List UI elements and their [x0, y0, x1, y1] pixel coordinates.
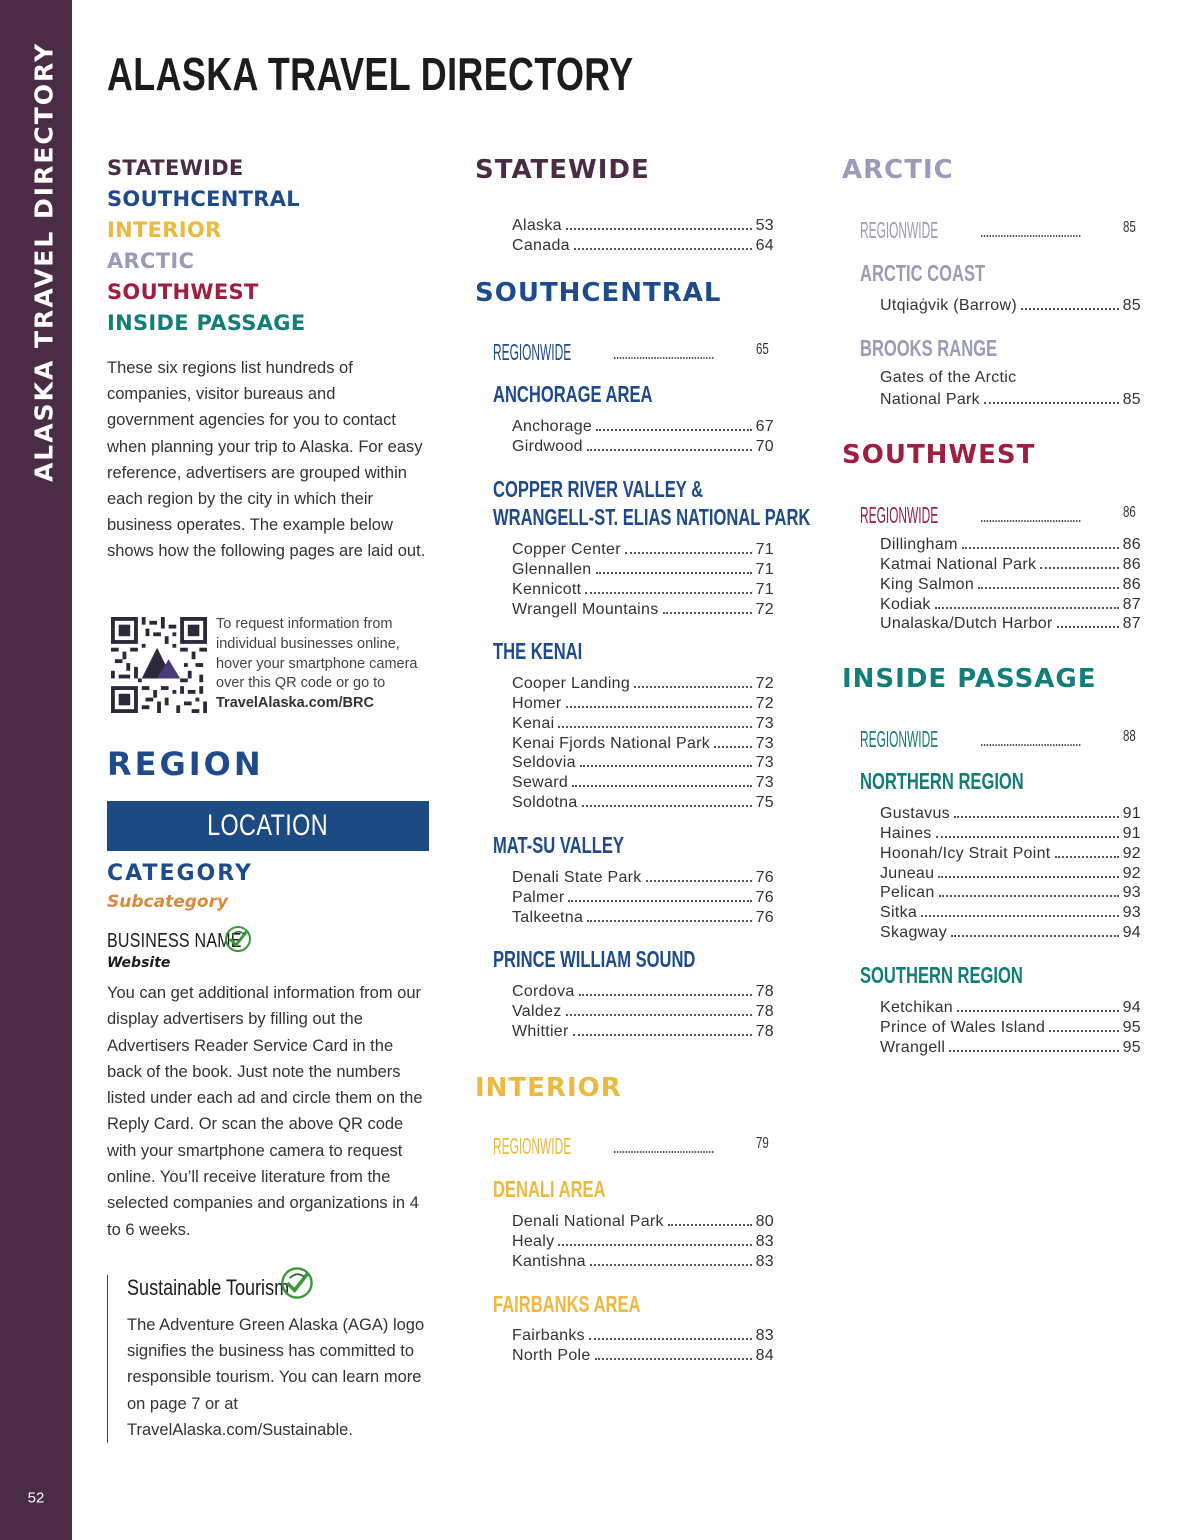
qr-link[interactable]: TravelAlaska.com/BRC — [216, 695, 374, 712]
toc-entry-name: Denali National Park — [512, 1212, 664, 1230]
toc-entry-name: Seward — [512, 774, 569, 792]
toc-entry[interactable] — [880, 883, 1141, 903]
toc-entry-name: Kantishna — [512, 1252, 586, 1270]
toc-entry[interactable] — [512, 887, 774, 907]
toc-entry-name: Sitka — [880, 904, 918, 922]
toc-entry[interactable] — [512, 713, 774, 733]
toc-entry-page: 76 — [755, 888, 774, 906]
toc-entry-name: Pelican — [880, 884, 935, 902]
toc-entry[interactable] — [880, 574, 1141, 594]
toc-entry[interactable] — [512, 599, 774, 619]
toc-entry-page: 85 — [1122, 296, 1141, 314]
toc-entry[interactable] — [880, 389, 1141, 409]
area-northern-label: NORTHERN REGION — [860, 768, 1024, 794]
dot-leader — [978, 587, 1119, 589]
area-anchorage — [493, 380, 715, 408]
toc-entry-page: 84 — [755, 1346, 774, 1364]
toc-entry-name: Healy — [512, 1232, 555, 1250]
qr-code-icon[interactable] — [110, 617, 208, 713]
key-region-heading: REGION — [107, 745, 264, 783]
toc-entry[interactable] — [880, 823, 1141, 843]
toc-entry[interactable] — [512, 772, 774, 792]
toc-entry-name: Unalaska/Dutch Harbor — [880, 615, 1053, 633]
toc-entry-name: Girdwood — [512, 437, 583, 455]
dot-leader — [566, 228, 752, 230]
toc-entry-name: Katmai National Park — [880, 555, 1037, 573]
dot-leader — [568, 900, 751, 902]
area-copper-line2: WRANGELL-ST. ELIAS NATIONAL PARK — [493, 504, 811, 530]
toc-entry-page: 73 — [755, 774, 774, 792]
toc-entry[interactable] — [880, 863, 1141, 883]
regionwide-label: REGIONWIDE — [860, 502, 939, 528]
southwest-regionwide[interactable] — [860, 499, 1141, 529]
dot-leader — [1049, 1030, 1118, 1032]
toc-entry-name: Cordova — [512, 982, 575, 1000]
toc-entry-name: Kenai — [512, 714, 555, 732]
toc-entry-page: 83 — [755, 1232, 774, 1250]
toc-entry-page: 73 — [755, 734, 774, 752]
toc-entry-page: 72 — [755, 600, 774, 618]
toc-entry-name: Haines — [880, 824, 932, 842]
northern-entries — [880, 803, 1141, 942]
info-paragraph: You can get additional information from our display advertisers by filling out the Advertisers Reader Service Card in the back of the book. Just note the numbers listed under each ad and circle them on the Reply Card. Or scan the above QR code with your smartphone camera to request online. You’ll receive literature from the selected companies and organizations in 4 to 6 weeks. — [107, 984, 423, 1239]
arctic-coast-entries — [880, 295, 1141, 315]
dot-leader — [646, 880, 752, 882]
regionwide-page: 88 — [1123, 728, 1137, 745]
toc-entry-page: 78 — [755, 1022, 774, 1040]
toc-entry[interactable] — [512, 436, 774, 456]
dot-leader — [714, 746, 751, 748]
toc-entry-name: Kenai Fjords National Park — [512, 734, 711, 752]
toc-entry[interactable] — [880, 614, 1141, 634]
toc-entry[interactable] — [512, 733, 774, 753]
legend-southcentral: SOUTHCENTRAL — [107, 187, 300, 211]
toc-entry-name: Copper Center — [512, 540, 621, 558]
dot-leader — [572, 785, 752, 787]
qr-text: To request information from individual businesses online, hover your smartphone camera over this QR code or go to — [216, 616, 418, 692]
toc-entry-page: 71 — [755, 540, 774, 558]
sidebar-title: ALASKA TRAVEL DIRECTORY — [29, 41, 59, 483]
page-title: ALASKA TRAVEL DIRECTORY — [107, 48, 634, 100]
toc-entry[interactable] — [880, 594, 1141, 614]
toc-entry[interactable] — [880, 554, 1141, 574]
toc-entry[interactable] — [512, 579, 774, 599]
toc-entry-name: Homer — [512, 694, 562, 712]
area-anchorage-label: ANCHORAGE AREA — [493, 381, 653, 407]
legend-arctic: ARCTIC — [107, 249, 195, 273]
toc-entry[interactable] — [512, 1001, 774, 1021]
regionwide-page: 85 — [1123, 219, 1137, 236]
area-pws-label: PRINCE WILLIAM SOUND — [493, 946, 696, 972]
region-statewide: STATEWIDE — [475, 155, 650, 185]
toc-entry-page: 92 — [1122, 864, 1141, 882]
anchorage-entries — [512, 416, 774, 456]
toc-entry[interactable] — [880, 922, 1141, 942]
dot-leader — [949, 1050, 1118, 1052]
business-name-label: BUSINESS NAME — [107, 930, 242, 952]
toc-entry[interactable] — [512, 1211, 774, 1231]
toc-entry-page: 67 — [755, 417, 774, 435]
toc-entry-page: 73 — [755, 754, 774, 772]
dot-leader — [589, 1338, 752, 1340]
toc-entry[interactable] — [880, 997, 1141, 1017]
dot-leader — [634, 686, 752, 688]
dot-leader — [921, 915, 1119, 917]
sustainable-title-text: Sustainable Tourism — [127, 1275, 290, 1300]
dot-leader — [954, 816, 1119, 818]
toc-entry-page: 95 — [1122, 1018, 1141, 1036]
toc-entry-page: 85 — [1122, 390, 1141, 408]
toc-entry-page: 86 — [1122, 555, 1141, 573]
key-location-label: LOCATION — [207, 809, 329, 842]
legend-southwest: SOUTHWEST — [107, 280, 259, 304]
area-southern-region — [860, 961, 1086, 989]
statewide-entries — [512, 215, 774, 255]
dot-leader — [590, 1264, 752, 1266]
regionwide-label: REGIONWIDE — [860, 726, 939, 752]
denali-entries — [512, 1211, 774, 1271]
area-brooks-range — [860, 334, 1050, 362]
area-matsu — [493, 831, 675, 859]
dot-leader — [587, 449, 752, 451]
toc-entry[interactable] — [512, 235, 774, 255]
toc-entry-name: Seldovia — [512, 754, 576, 772]
dot-leader — [1021, 308, 1119, 310]
regionwide-label: REGIONWIDE — [860, 217, 939, 243]
regionwide-label: REGIONWIDE — [493, 1133, 572, 1159]
area-kenai — [493, 637, 617, 665]
region-southwest: SOUTHWEST — [842, 440, 1036, 470]
toc-entry-name: Utqiaġvik (Barrow) — [880, 296, 1017, 314]
area-matsu-label: MAT-SU VALLEY — [493, 832, 624, 858]
toc-entry[interactable] — [512, 753, 774, 773]
toc-entry-page: 87 — [1122, 615, 1141, 633]
page-number: 52 — [27, 1489, 45, 1507]
toc-entry-page: 93 — [1122, 904, 1141, 922]
toc-entry[interactable] — [880, 902, 1141, 922]
toc-entry-name: National Park — [880, 390, 980, 408]
toc-entry-page: 91 — [1122, 824, 1141, 842]
dot-leader — [935, 607, 1119, 609]
region-inside-passage: INSIDE PASSAGE — [842, 664, 1097, 694]
toc-entry-name: Valdez — [512, 1002, 562, 1020]
toc-entry-name: Alaska — [512, 216, 562, 234]
toc-entry[interactable] — [512, 673, 774, 693]
toc-entry[interactable] — [880, 803, 1141, 823]
dot-leader — [585, 592, 751, 594]
dot-leader — [625, 552, 752, 554]
southwest-entries — [880, 534, 1141, 633]
dot-leader — [663, 612, 752, 614]
brooks-line1: Gates of the Arctic — [880, 369, 1017, 386]
dot-leader — [566, 706, 752, 708]
region-interior: INTERIOR — [475, 1073, 622, 1103]
toc-entry-name: King Salmon — [880, 575, 975, 593]
brooks-entries — [880, 389, 1141, 409]
key-category-heading: CATEGORY — [107, 861, 253, 886]
regionwide-page: 86 — [1123, 504, 1137, 521]
toc-entry[interactable] — [512, 1021, 774, 1041]
toc-entry-name: Juneau — [880, 864, 935, 882]
toc-entry-name: Talkeetna — [512, 908, 584, 926]
toc-entry-page: 71 — [755, 560, 774, 578]
kenai-entries — [512, 673, 774, 812]
toc-entry-page: 73 — [755, 714, 774, 732]
toc-entry[interactable] — [512, 792, 774, 812]
area-kenai-label: THE KENAI — [493, 638, 583, 664]
toc-entry-page: 76 — [755, 908, 774, 926]
toc-entry-page: 83 — [755, 1326, 774, 1344]
toc-entry-name: Gustavus — [880, 804, 950, 822]
toc-entry-page: 92 — [1122, 844, 1141, 862]
toc-entry[interactable] — [512, 907, 774, 927]
sustainable-tourism-box — [107, 1275, 428, 1443]
area-copper-river-line1 — [493, 475, 785, 503]
regionwide-page: 65 — [756, 341, 770, 358]
interior-regionwide[interactable] — [493, 1130, 774, 1160]
toc-entry[interactable] — [512, 1231, 774, 1251]
toc-entry-page: 71 — [755, 580, 774, 598]
toc-entry-page: 86 — [1122, 575, 1141, 593]
inside-regionwide[interactable] — [860, 723, 1141, 753]
dot-leader — [984, 402, 1119, 404]
toc-entry-name: Denali State Park — [512, 868, 642, 886]
toc-entry[interactable] — [512, 1345, 774, 1365]
dot-leader — [582, 805, 752, 807]
toc-entry-name: Hoonah/Icy Strait Point — [880, 844, 1051, 862]
toc-entry-name: Canada — [512, 236, 570, 254]
dot-leader — [939, 895, 1119, 897]
dot-leader — [596, 429, 752, 431]
dot-leader — [587, 920, 751, 922]
toc-entry-page: 78 — [755, 982, 774, 1000]
dot-leader — [951, 935, 1119, 937]
southcentral-regionwide[interactable] — [493, 336, 774, 366]
toc-entry-name: Ketchikan — [880, 998, 953, 1016]
area-denali-label: DENALI AREA — [493, 1176, 606, 1202]
toc-entry-page: 72 — [755, 674, 774, 692]
toc-entry[interactable] — [512, 539, 774, 559]
area-pws — [493, 945, 774, 973]
toc-entry-name: Kennicott — [512, 580, 582, 598]
toc-entry[interactable] — [880, 1037, 1141, 1057]
dot-leader — [668, 1224, 752, 1226]
toc-entry-page: 87 — [1122, 595, 1141, 613]
area-fairbanks — [493, 1290, 698, 1318]
area-northern-region — [860, 767, 1087, 795]
region-southcentral: SOUTHCENTRAL — [475, 278, 722, 308]
dot-leader — [957, 1010, 1119, 1012]
toc-entry-name: Prince of Wales Island — [880, 1018, 1046, 1036]
toc-entry[interactable] — [880, 1017, 1141, 1037]
area-arctic-coast — [860, 259, 1034, 287]
toc-entry[interactable] — [880, 534, 1141, 554]
region-legend — [107, 153, 305, 339]
area-arctic-coast-label: ARCTIC COAST — [860, 260, 986, 286]
toc-entry[interactable] — [512, 559, 774, 579]
toc-entry[interactable] — [880, 295, 1141, 315]
toc-entry-page: 94 — [1122, 998, 1141, 1016]
regionwide-label: REGIONWIDE — [493, 339, 572, 365]
toc-entry-page: 94 — [1122, 924, 1141, 942]
dot-leader — [558, 1244, 751, 1246]
toc-entry-page: 78 — [755, 1002, 774, 1020]
southern-entries — [880, 997, 1141, 1057]
key-subcategory: Subcategory — [107, 892, 229, 912]
dot-leader — [936, 836, 1119, 838]
toc-entry[interactable] — [512, 1251, 774, 1271]
legend-interior: INTERIOR — [107, 218, 222, 242]
dot-leader — [1055, 856, 1119, 858]
toc-entry-name: Glennallen — [512, 560, 592, 578]
copper-entries — [512, 539, 774, 619]
toc-entry-page: 70 — [755, 437, 774, 455]
toc-entry-page: 86 — [1122, 535, 1141, 553]
toc-entry-name: Cooper Landing — [512, 674, 631, 692]
toc-entry-name: Soldotna — [512, 794, 578, 812]
toc-entry-name: Whittier — [512, 1022, 569, 1040]
dot-leader — [558, 726, 751, 728]
dot-leader — [596, 572, 752, 574]
toc-entry-page: 53 — [755, 216, 774, 234]
area-fairbanks-label: FAIRBANKS AREA — [493, 1291, 641, 1317]
area-denali — [493, 1175, 649, 1203]
dot-leader — [573, 1034, 752, 1036]
dot-leader — [580, 765, 752, 767]
matsu-entries — [512, 867, 774, 927]
sustainable-text: The Adventure Green Alaska (AGA) logo signifies the business has committed to responsible tourism. You can learn more on page 7 or at TravelAlaska.com/Sustainable. — [127, 1316, 425, 1439]
toc-entry-page: 93 — [1122, 884, 1141, 902]
aga-leaf-check-icon — [280, 1266, 314, 1300]
legend-statewide: STATEWIDE — [107, 156, 244, 180]
toc-entry-page: 72 — [755, 694, 774, 712]
fairbanks-entries — [512, 1325, 774, 1365]
dot-leader — [595, 1358, 752, 1360]
regionwide-page: 79 — [756, 1135, 770, 1152]
toc-entry[interactable] — [512, 416, 774, 436]
toc-entry-page: 76 — [755, 868, 774, 886]
region-arctic: ARCTIC — [842, 155, 954, 185]
dot-leader — [938, 876, 1118, 878]
toc-entry[interactable] — [880, 843, 1141, 863]
dot-leader — [962, 547, 1119, 549]
toc-entry-page: 80 — [755, 1212, 774, 1230]
pws-entries — [512, 981, 774, 1041]
toc-entry[interactable] — [512, 693, 774, 713]
legend-inside-passage: INSIDE PASSAGE — [107, 311, 306, 335]
toc-entry-page: 64 — [755, 236, 774, 254]
toc-entry-page: 83 — [755, 1252, 774, 1270]
toc-entry-name: Dillingham — [880, 535, 958, 553]
dot-leader — [579, 994, 752, 996]
dot-leader — [566, 1014, 752, 1016]
toc-entry[interactable] — [512, 981, 774, 1001]
toc-entry-page: 75 — [755, 794, 774, 812]
dot-leader — [1057, 626, 1119, 628]
toc-entry-name: Wrangell — [880, 1038, 946, 1056]
qr-instructions — [216, 615, 431, 714]
toc-entry-name: North Pole — [512, 1346, 591, 1364]
toc-entry[interactable] — [512, 867, 774, 887]
dot-leader — [574, 248, 752, 250]
toc-entry[interactable] — [512, 1325, 774, 1345]
dot-leader — [1040, 567, 1118, 569]
toc-entry-name: Skagway — [880, 924, 948, 942]
key-website: Website — [107, 955, 171, 971]
toc-entry-page: 95 — [1122, 1038, 1141, 1056]
toc-entry-name: Kodiak — [880, 595, 931, 613]
area-brooks-label: BROOKS RANGE — [860, 335, 998, 361]
intro-paragraph: These six regions list hundreds of companies, visitor bureaus and government agencies for you to contact when planning your trip to Alaska. For easy reference, advertisers are grouped within each region by the city in which their business operates. The example below shows how the following pages are laid out. — [107, 359, 426, 561]
area-copper-line1: COPPER RIVER VALLEY & — [493, 476, 704, 502]
toc-entry[interactable] — [512, 215, 774, 235]
aga-leaf-check-icon — [224, 925, 252, 953]
area-southern-label: SOUTHERN REGION — [860, 962, 1023, 988]
toc-entry-name: Fairbanks — [512, 1326, 585, 1344]
toc-entry-name: Palmer — [512, 888, 565, 906]
arctic-regionwide[interactable] — [860, 214, 1141, 244]
toc-entry-page: 91 — [1122, 804, 1141, 822]
key-location-bar — [107, 801, 429, 851]
toc-entry-name: Wrangell Mountains — [512, 600, 659, 618]
toc-entry-name: Anchorage — [512, 417, 593, 435]
sidebar — [0, 0, 72, 1540]
